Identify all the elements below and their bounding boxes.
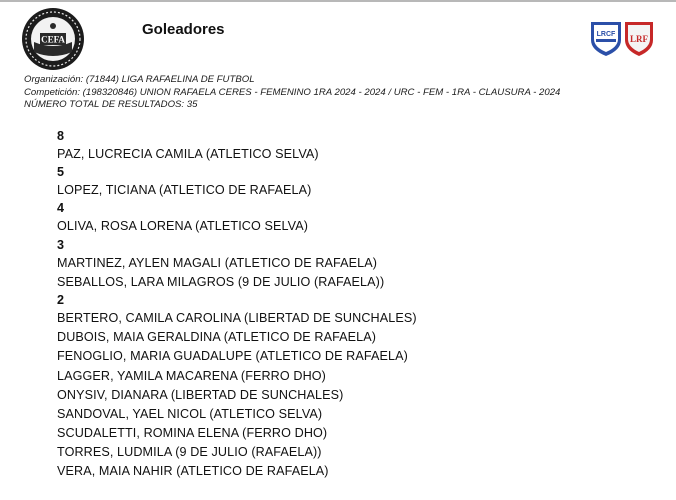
player-row: OLIVA, ROSA LORENA (ATLETICO SELVA) (57, 219, 309, 234)
player-row: SANDOVAL, YAEL NICOL (ATLETICO SELVA) (57, 406, 323, 421)
player-row: LOPEZ, TICIANA (ATLETICO DE RAFAELA) (57, 183, 312, 198)
scorers-list (57, 128, 657, 482)
goal-count: 4 (57, 201, 65, 216)
lrcf-logo-text: LRCF (596, 31, 616, 38)
goal-group (57, 128, 657, 164)
player-row: PAZ, LUCRECIA CAMILA (ATLETICO SELVA) (57, 147, 319, 161)
player-row: MARTINEZ, AYLEN MAGALI (ATLETICO DE RAFAELA) (57, 255, 378, 270)
total-results-value: 35 (186, 99, 198, 110)
goal-count: 5 (57, 165, 65, 180)
player-row: VERA, MAIA NAHIR (ATLETICO DE RAFAELA) (57, 464, 329, 479)
total-results-line (24, 99, 664, 112)
player-row: SEBALLOS, LARA MILAGROS (9 DE JULIO (RAFAELA)) (57, 274, 385, 289)
goal-group (57, 164, 657, 200)
goal-count: 2 (57, 292, 65, 307)
league-logo-text: CEFA (41, 34, 65, 45)
organization-value: (71844) LIGA RAFAELINA DE FUTBOL (85, 74, 255, 85)
goal-group (57, 237, 657, 292)
goal-count: 8 (57, 129, 65, 143)
lrf-logo-text: LRF (630, 34, 648, 44)
competition-label: Competición: (24, 86, 80, 98)
goal-group (57, 292, 657, 482)
report-metadata (24, 74, 664, 112)
competition-line (24, 87, 664, 100)
goal-group (57, 200, 657, 236)
player-row: LAGGER, YAMILA MACARENA (FERRO DHO) (57, 368, 326, 383)
total-results-label: NÚMERO TOTAL DE RESULTADOS: (24, 99, 185, 110)
player-row: FENOGLIO, MARIA GUADALUPE (ATLETICO DE RAFAELA) (57, 349, 408, 364)
goal-count: 3 (57, 237, 65, 252)
federation-logos (589, 18, 655, 58)
player-row: DUBOIS, MAIA GERALDINA (ATLETICO DE RAFAELA) (57, 330, 377, 345)
player-row: SCUDALETTI, ROMINA ELENA (FERRO DHO) (57, 426, 328, 441)
organization-label: Organización: (24, 74, 84, 85)
top-rule (0, 0, 676, 2)
competition-value: (198320846) UNION RAFAELA CERES - FEMENINO 1RA 2024 - 2024 / URC - FEM - 1RA - CLAUSURA - 2024 (82, 86, 561, 98)
organization-line (24, 74, 664, 87)
player-row: TORRES, LUDMILA (9 DE JULIO (RAFAELA)) (57, 445, 322, 460)
page-title: Goleadores (142, 21, 225, 38)
player-row: BERTERO, CAMILA CAROLINA (LIBERTAD DE SUNCHALES) (57, 310, 417, 325)
player-row: ONYSIV, DIANARA (LIBERTAD DE SUNCHALES) (57, 387, 344, 402)
league-logo (20, 6, 86, 72)
